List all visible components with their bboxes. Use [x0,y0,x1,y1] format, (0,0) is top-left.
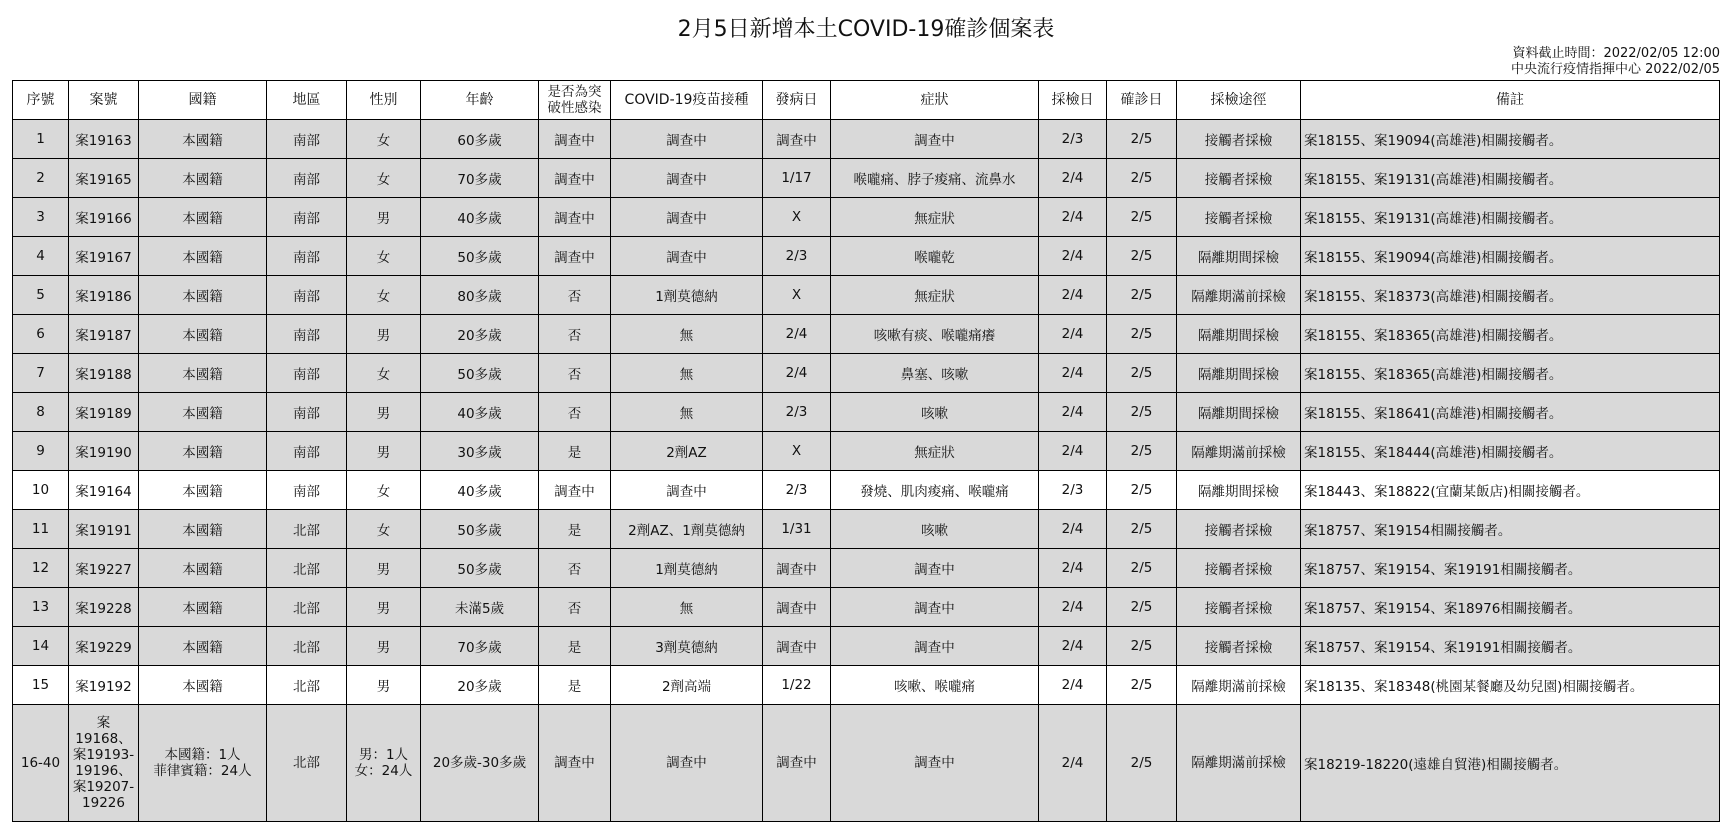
cell-nationality: 本國籍 [139,237,267,276]
table-row [13,276,1720,315]
table-row [13,588,1720,627]
cell-sex: 男 [347,666,421,705]
cell-route: 隔離期間採檢 [1177,393,1301,432]
cell-route: 接觸者採檢 [1177,510,1301,549]
cell-onset: X [763,432,831,471]
cell-nationality: 本國籍 [139,159,267,198]
cell-age: 70多歲 [421,627,539,666]
header-sample-date: 採檢日 [1039,81,1107,120]
cell-symptoms: 無症狀 [831,198,1039,237]
cell-route: 接觸者採檢 [1177,588,1301,627]
header-region: 地區 [267,81,347,120]
cell-vaccine: 無 [611,354,763,393]
cell-vaccine: 1劑莫德納 [611,549,763,588]
cell-symptoms: 無症狀 [831,432,1039,471]
cell-symptoms: 無症狀 [831,276,1039,315]
cell-sample: 2/4 [1039,549,1107,588]
cell-sex: 男：1人 女：24人 [347,705,421,822]
cell-onset: 調查中 [763,120,831,159]
cell-note: 案18155、案18365(高雄港)相關接觸者。 [1301,315,1720,354]
cell-vaccine: 無 [611,393,763,432]
cell-confirm: 2/5 [1107,588,1177,627]
header-route: 採檢途徑 [1177,81,1301,120]
cell-route: 隔離期滿前採檢 [1177,666,1301,705]
header-nationality: 國籍 [139,81,267,120]
report-meta [1511,46,1720,78]
cell-region: 北部 [267,666,347,705]
cell-sample: 2/4 [1039,588,1107,627]
cell-age: 30多歲 [421,432,539,471]
cell-case: 案19165 [69,159,139,198]
cell-sex: 女 [347,276,421,315]
cell-sex: 男 [347,315,421,354]
cell-onset: 2/3 [763,237,831,276]
cell-route: 接觸者採檢 [1177,198,1301,237]
cell-region: 北部 [267,549,347,588]
cell-symptoms: 鼻塞、咳嗽 [831,354,1039,393]
cell-age: 50多歲 [421,237,539,276]
cell-breakthrough: 是 [539,666,611,705]
cell-route: 接觸者採檢 [1177,120,1301,159]
cell-route: 接觸者採檢 [1177,627,1301,666]
cell-symptoms: 調查中 [831,549,1039,588]
cell-seq: 10 [13,471,69,510]
cell-breakthrough: 否 [539,588,611,627]
cell-region: 北部 [267,705,347,822]
cell-nationality: 本國籍 [139,432,267,471]
cell-onset: 1/22 [763,666,831,705]
cell-sex: 男 [347,627,421,666]
header-breakthrough: 是否為突破性感染 [539,81,611,120]
cell-sample: 2/4 [1039,276,1107,315]
cell-route: 隔離期間採檢 [1177,471,1301,510]
cell-sex: 女 [347,237,421,276]
cell-case: 案19192 [69,666,139,705]
cell-sample: 2/4 [1039,510,1107,549]
header-note: 備註 [1301,81,1720,120]
cell-sex: 女 [347,159,421,198]
cell-age: 20多歲 [421,666,539,705]
cell-sample: 2/4 [1039,705,1107,822]
cell-onset: X [763,276,831,315]
cell-sex: 男 [347,549,421,588]
case-table [12,80,1720,822]
table-row [13,315,1720,354]
cell-region: 南部 [267,198,347,237]
cell-seq: 6 [13,315,69,354]
cell-route: 隔離期間採檢 [1177,237,1301,276]
cell-breakthrough: 是 [539,432,611,471]
cell-route: 隔離期間採檢 [1177,354,1301,393]
header-vaccine: COVID-19疫苗接種 [611,81,763,120]
cell-note: 案18155、案18444(高雄港)相關接觸者。 [1301,432,1720,471]
cell-region: 南部 [267,120,347,159]
table-header-row [13,81,1720,120]
cell-age: 50多歲 [421,549,539,588]
data-cutoff-time: 資料截止時間：2022/02/05 12:00 [1512,46,1720,61]
cell-confirm: 2/5 [1107,471,1177,510]
cell-onset: 1/31 [763,510,831,549]
table-row [13,159,1720,198]
table-row [13,198,1720,237]
cell-seq: 4 [13,237,69,276]
cell-vaccine: 2劑高端 [611,666,763,705]
cell-confirm: 2/5 [1107,393,1177,432]
cell-breakthrough: 調查中 [539,705,611,822]
cell-confirm: 2/5 [1107,627,1177,666]
cell-onset: 調查中 [763,549,831,588]
header-case: 案號 [69,81,139,120]
cell-symptoms: 調查中 [831,120,1039,159]
header-symptoms: 症狀 [831,81,1039,120]
cell-route: 接觸者採檢 [1177,159,1301,198]
cell-sample: 2/4 [1039,666,1107,705]
cell-note: 案18155、案18373(高雄港)相關接觸者。 [1301,276,1720,315]
cell-onset: 調查中 [763,588,831,627]
table-row [13,471,1720,510]
cell-age: 40多歲 [421,198,539,237]
cell-seq: 1 [13,120,69,159]
cell-case: 案19227 [69,549,139,588]
cell-breakthrough: 調查中 [539,120,611,159]
cell-symptoms: 喉嚨痛、脖子痠痛、流鼻水 [831,159,1039,198]
cell-route: 隔離期滿前採檢 [1177,276,1301,315]
table-row [13,237,1720,276]
cell-sex: 男 [347,393,421,432]
cell-region: 南部 [267,354,347,393]
cell-region: 南部 [267,276,347,315]
cell-seq: 13 [13,588,69,627]
cell-sample: 2/3 [1039,471,1107,510]
cell-breakthrough: 調查中 [539,159,611,198]
cell-vaccine: 3劑莫德納 [611,627,763,666]
cell-breakthrough: 否 [539,276,611,315]
cell-symptoms: 調查中 [831,627,1039,666]
cell-age: 20多歲-30多歲 [421,705,539,822]
cell-symptoms: 喉嚨乾 [831,237,1039,276]
cell-case: 案19229 [69,627,139,666]
cell-confirm: 2/5 [1107,159,1177,198]
page-title: 2月5日新增本土COVID-19確診個案表 [677,17,1055,42]
cell-note: 案18155、案19094(高雄港)相關接觸者。 [1301,237,1720,276]
cell-route: 隔離期滿前採檢 [1177,432,1301,471]
cell-note: 案18155、案18365(高雄港)相關接觸者。 [1301,354,1720,393]
cell-region: 北部 [267,627,347,666]
cell-region: 南部 [267,393,347,432]
cell-confirm: 2/5 [1107,315,1177,354]
cell-seq: 7 [13,354,69,393]
cell-seq: 3 [13,198,69,237]
cell-case: 案19190 [69,432,139,471]
cell-sample: 2/3 [1039,120,1107,159]
cell-region: 南部 [267,315,347,354]
cell-sex: 女 [347,471,421,510]
cell-symptoms: 調查中 [831,705,1039,822]
cell-vaccine: 調查中 [611,705,763,822]
cell-sample: 2/4 [1039,393,1107,432]
cell-sex: 女 [347,354,421,393]
cell-breakthrough: 調查中 [539,198,611,237]
cell-breakthrough: 否 [539,549,611,588]
cell-age: 40多歲 [421,393,539,432]
cell-confirm: 2/5 [1107,432,1177,471]
cell-case: 案19228 [69,588,139,627]
cell-breakthrough: 是 [539,627,611,666]
table-row-group [13,705,1720,822]
cell-case: 案19166 [69,198,139,237]
cell-route: 隔離期滿前採檢 [1177,705,1301,822]
cell-symptoms: 咳嗽、喉嚨痛 [831,666,1039,705]
cell-vaccine: 無 [611,588,763,627]
cell-breakthrough: 調查中 [539,471,611,510]
cell-sex: 女 [347,510,421,549]
cell-seq: 16-40 [13,705,69,822]
cell-symptoms: 發燒、肌肉痠痛、喉嚨痛 [831,471,1039,510]
cell-vaccine: 調查中 [611,198,763,237]
cell-note: 案18155、案19131(高雄港)相關接觸者。 [1301,198,1720,237]
table-row [13,666,1720,705]
cell-seq: 14 [13,627,69,666]
header-seq: 序號 [13,81,69,120]
cell-onset: 2/3 [763,393,831,432]
cell-note: 案18757、案19154、案18976相關接觸者。 [1301,588,1720,627]
cell-nationality: 本國籍 [139,393,267,432]
cell-sample: 2/4 [1039,198,1107,237]
cell-seq: 8 [13,393,69,432]
cell-sex: 男 [347,432,421,471]
cell-age: 40多歲 [421,471,539,510]
cell-vaccine: 調查中 [611,237,763,276]
cell-symptoms: 咳嗽 [831,510,1039,549]
cell-note: 案18443、案18822(宜蘭某飯店)相關接觸者。 [1301,471,1720,510]
cell-case: 案19167 [69,237,139,276]
header-onset: 發病日 [763,81,831,120]
cell-vaccine: 調查中 [611,120,763,159]
cell-onset: 2/4 [763,315,831,354]
cell-seq: 2 [13,159,69,198]
cell-onset: 2/4 [763,354,831,393]
cell-symptoms: 咳嗽有痰、喉嚨痛癢 [831,315,1039,354]
cell-note: 案18135、案18348(桃園某餐廳及幼兒園)相關接觸者。 [1301,666,1720,705]
table-row [13,510,1720,549]
cell-nationality: 本國籍：1人 菲律賓籍：24人 [139,705,267,822]
cell-route: 隔離期間採檢 [1177,315,1301,354]
cell-note: 案18155、案19131(高雄港)相關接觸者。 [1301,159,1720,198]
cell-onset: 1/17 [763,159,831,198]
header-confirm-date: 確診日 [1107,81,1177,120]
cell-age: 未滿5歲 [421,588,539,627]
cell-seq: 9 [13,432,69,471]
cell-confirm: 2/5 [1107,510,1177,549]
cell-confirm: 2/5 [1107,120,1177,159]
cell-age: 80多歲 [421,276,539,315]
cell-age: 50多歲 [421,354,539,393]
cell-vaccine: 2劑AZ、1劑莫德納 [611,510,763,549]
cell-vaccine: 2劑AZ [611,432,763,471]
cell-vaccine: 調查中 [611,471,763,510]
cell-confirm: 2/5 [1107,705,1177,822]
table-row [13,432,1720,471]
cell-sample: 2/4 [1039,315,1107,354]
cell-sex: 男 [347,588,421,627]
cell-confirm: 2/5 [1107,198,1177,237]
cell-symptoms: 咳嗽 [831,393,1039,432]
table-row [13,354,1720,393]
cell-region: 南部 [267,159,347,198]
cell-nationality: 本國籍 [139,315,267,354]
cell-nationality: 本國籍 [139,627,267,666]
cell-sex: 男 [347,198,421,237]
cell-sample: 2/4 [1039,627,1107,666]
cell-confirm: 2/5 [1107,354,1177,393]
cell-sample: 2/4 [1039,432,1107,471]
cell-note: 案18757、案19154、案19191相關接觸者。 [1301,549,1720,588]
cell-case: 案19187 [69,315,139,354]
cell-nationality: 本國籍 [139,120,267,159]
issuing-agency: 中央流行疫情指揮中心 2022/02/05 [1510,62,1720,77]
cell-note: 案18155、案19094(高雄港)相關接觸者。 [1301,120,1720,159]
cell-onset: 調查中 [763,627,831,666]
cell-case: 案19191 [69,510,139,549]
cell-breakthrough: 調查中 [539,237,611,276]
cell-seq: 5 [13,276,69,315]
cell-age: 60多歲 [421,120,539,159]
cell-nationality: 本國籍 [139,588,267,627]
cell-onset: 2/3 [763,471,831,510]
cell-nationality: 本國籍 [139,276,267,315]
cell-onset: 調查中 [763,705,831,822]
cell-symptoms: 調查中 [831,588,1039,627]
cell-region: 南部 [267,237,347,276]
table-row [13,393,1720,432]
cell-sample: 2/4 [1039,237,1107,276]
cell-confirm: 2/5 [1107,549,1177,588]
cell-vaccine: 無 [611,315,763,354]
cell-confirm: 2/5 [1107,666,1177,705]
cell-route: 接觸者採檢 [1177,549,1301,588]
cell-note: 案18757、案19154相關接觸者。 [1301,510,1720,549]
cell-vaccine: 1劑莫德納 [611,276,763,315]
cell-age: 50多歲 [421,510,539,549]
cell-age: 20多歲 [421,315,539,354]
cell-region: 北部 [267,510,347,549]
cell-note: 案18155、案18641(高雄港)相關接觸者。 [1301,393,1720,432]
cell-breakthrough: 否 [539,354,611,393]
cell-age: 70多歲 [421,159,539,198]
cell-nationality: 本國籍 [139,510,267,549]
cell-breakthrough: 否 [539,315,611,354]
cell-sample: 2/4 [1039,159,1107,198]
cell-note: 案18757、案19154、案19191相關接觸者。 [1301,627,1720,666]
cell-onset: X [763,198,831,237]
header-sex: 性別 [347,81,421,120]
cell-region: 南部 [267,432,347,471]
cell-case: 案19163 [69,120,139,159]
cell-nationality: 本國籍 [139,666,267,705]
cell-confirm: 2/5 [1107,237,1177,276]
cell-sample: 2/4 [1039,354,1107,393]
cell-note: 案18219-18220(遠雄自貿港)相關接觸者。 [1301,705,1720,822]
cell-seq: 15 [13,666,69,705]
cell-region: 南部 [267,471,347,510]
cell-case: 案19186 [69,276,139,315]
cell-nationality: 本國籍 [139,471,267,510]
table-body [13,120,1720,822]
table-row [13,549,1720,588]
cell-sex: 女 [347,120,421,159]
table-row [13,627,1720,666]
header-age: 年齡 [421,81,539,120]
cell-case: 案19188 [69,354,139,393]
table-row [13,120,1720,159]
cell-breakthrough: 是 [539,510,611,549]
cell-nationality: 本國籍 [139,549,267,588]
cell-vaccine: 調查中 [611,159,763,198]
cell-confirm: 2/5 [1107,276,1177,315]
cell-case: 案19164 [69,471,139,510]
cell-seq: 11 [13,510,69,549]
cell-nationality: 本國籍 [139,354,267,393]
cell-seq: 12 [13,549,69,588]
cell-nationality: 本國籍 [139,198,267,237]
cell-breakthrough: 否 [539,393,611,432]
cell-region: 北部 [267,588,347,627]
cell-case: 案19189 [69,393,139,432]
cell-case: 案19168、案19193-19196、案19207-19226 [69,705,139,822]
